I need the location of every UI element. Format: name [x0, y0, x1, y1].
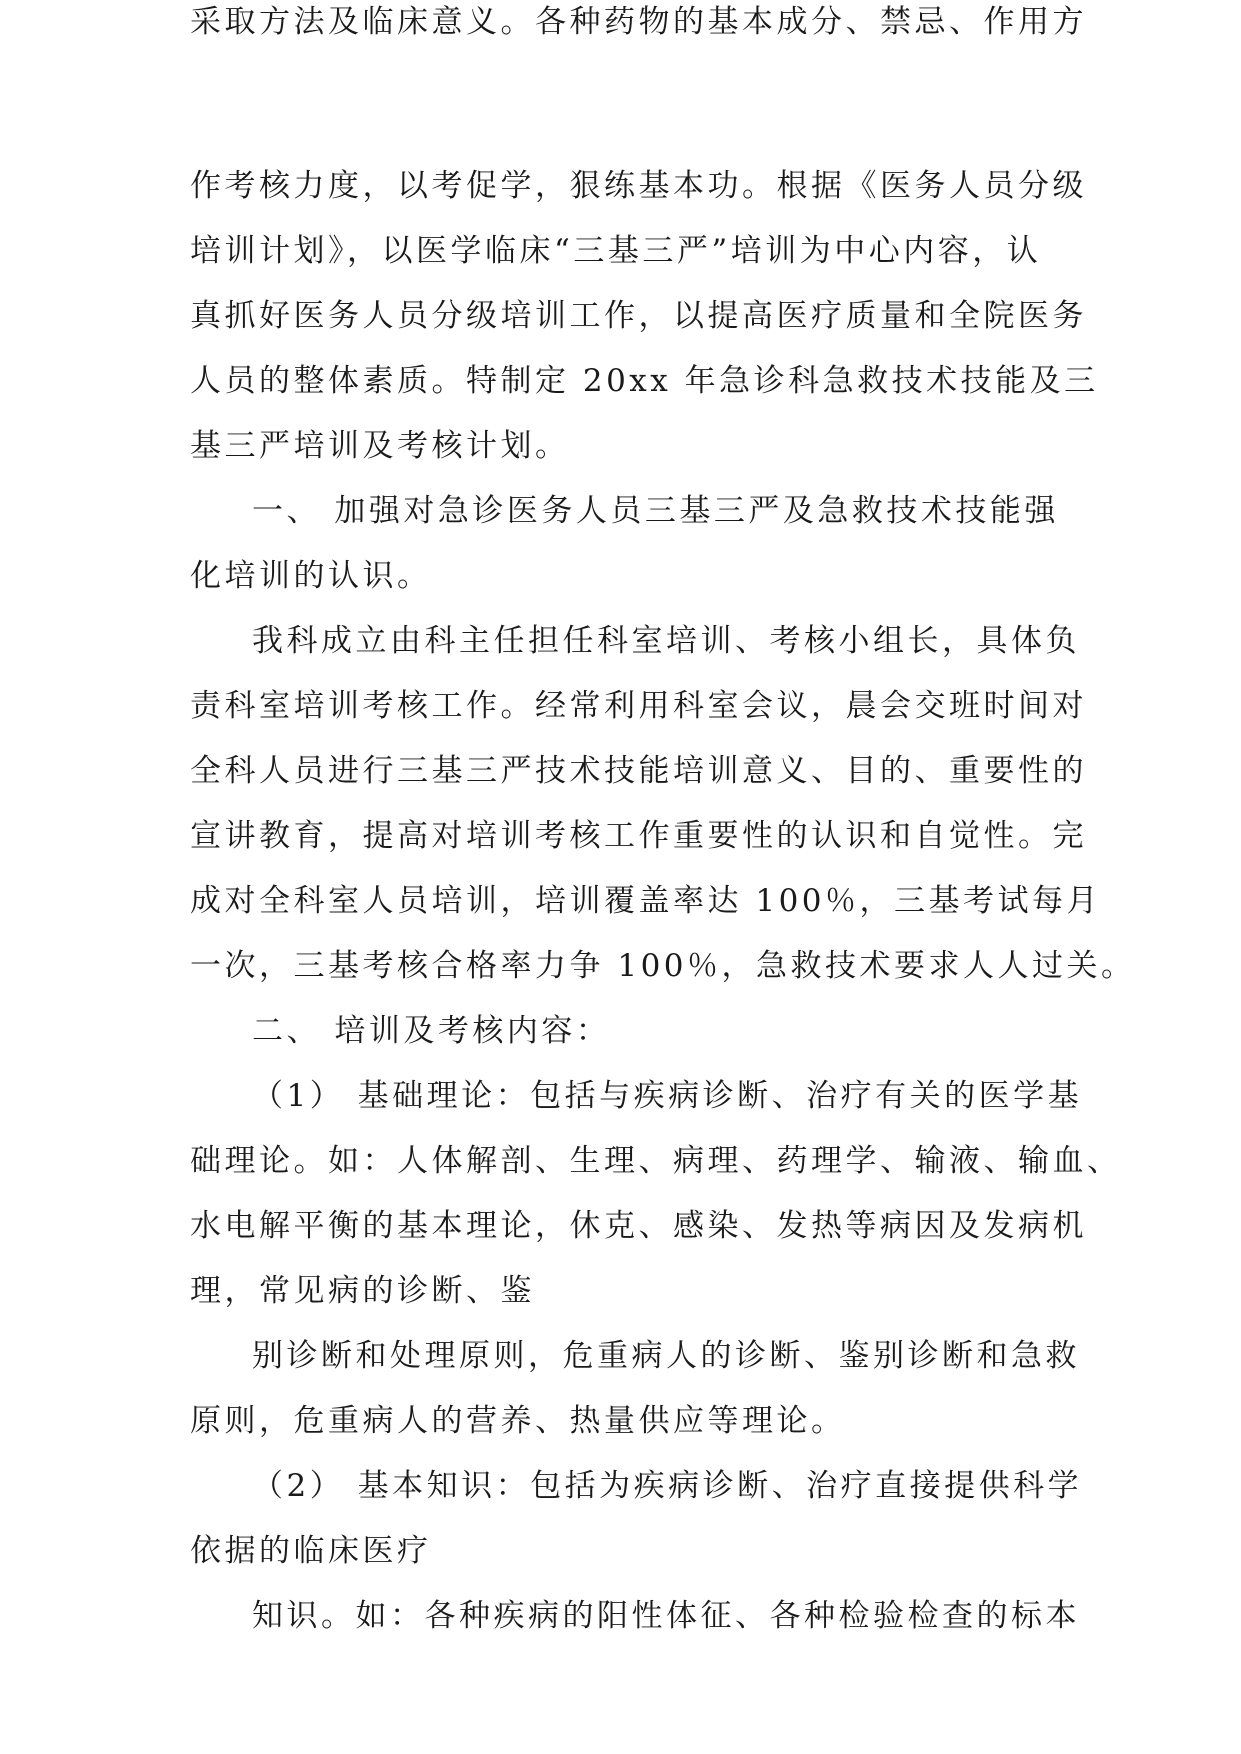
paragraph-line: 一次，三基考核合格率力争 100％，急救技术要求人人过关。 — [190, 948, 1136, 984]
paragraph-line: 人员的整体素质。特制定 20xx 年急诊科急救技术技能及三 — [190, 363, 1099, 399]
paragraph-line: 原则，危重病人的营养、热量供应等理论。 — [190, 1403, 846, 1439]
section-heading: 二、 培训及考核内容： — [252, 1013, 611, 1049]
paragraph-line: 宣讲教育，提高对培训考核工作重要性的认识和自觉性。完 — [190, 818, 1087, 854]
paragraph-line: 采取方法及临床意义。各种药物的基本成分、禁忌、作用方 — [190, 4, 1087, 40]
paragraph-line: 理，常见病的诊断、鉴 — [190, 1273, 535, 1309]
paragraph-line: 成对全科室人员培训，培训覆盖率达 100％，三基考试每月 — [190, 883, 1102, 919]
paragraph-line: 础理论。如：人体解剖、生理、病理、药理学、输液、输血、 — [190, 1143, 1122, 1179]
paragraph-line: 水电解平衡的基本理论，休克、感染、发热等病因及发病机 — [190, 1208, 1087, 1244]
paragraph-line: 责科室培训考核工作。经常利用科室会议，晨会交班时间对 — [190, 688, 1087, 724]
paragraph-line: 化培训的认识。 — [190, 558, 432, 594]
paragraph-line: 基三严培训及考核计划。 — [190, 428, 570, 464]
paragraph-line: 知识。如：各种疾病的阳性体征、各种检验检查的标本 — [252, 1598, 1080, 1634]
paragraph-line: 真抓好医务人员分级培训工作，以提高医疗质量和全院医务 — [190, 298, 1087, 334]
paragraph-line: 培训计划》，以医学临床“三基三严”培训为中心内容，认 — [190, 233, 1042, 269]
list-item: （1） 基础理论：包括与疾病诊断、治疗有关的医学基 — [252, 1078, 1083, 1114]
paragraph-line: 依据的临床医疗 — [190, 1533, 432, 1569]
paragraph-line: 我科成立由科主任担任科室培训、考核小组长，具体负 — [252, 623, 1080, 659]
list-item: （2） 基本知识：包括为疾病诊断、治疗直接提供科学 — [252, 1468, 1083, 1504]
paragraph-line: 作考核力度，以考促学，狠练基本功。根据《医务人员分级 — [190, 168, 1087, 204]
section-heading: 一、 加强对急诊医务人员三基三严及急救技术技能强 — [252, 493, 1059, 529]
paragraph-line: 别诊断和处理原则，危重病人的诊断、鉴别诊断和急救 — [252, 1338, 1080, 1374]
paragraph-line: 全科人员进行三基三严技术技能培训意义、目的、重要性的 — [190, 753, 1087, 789]
